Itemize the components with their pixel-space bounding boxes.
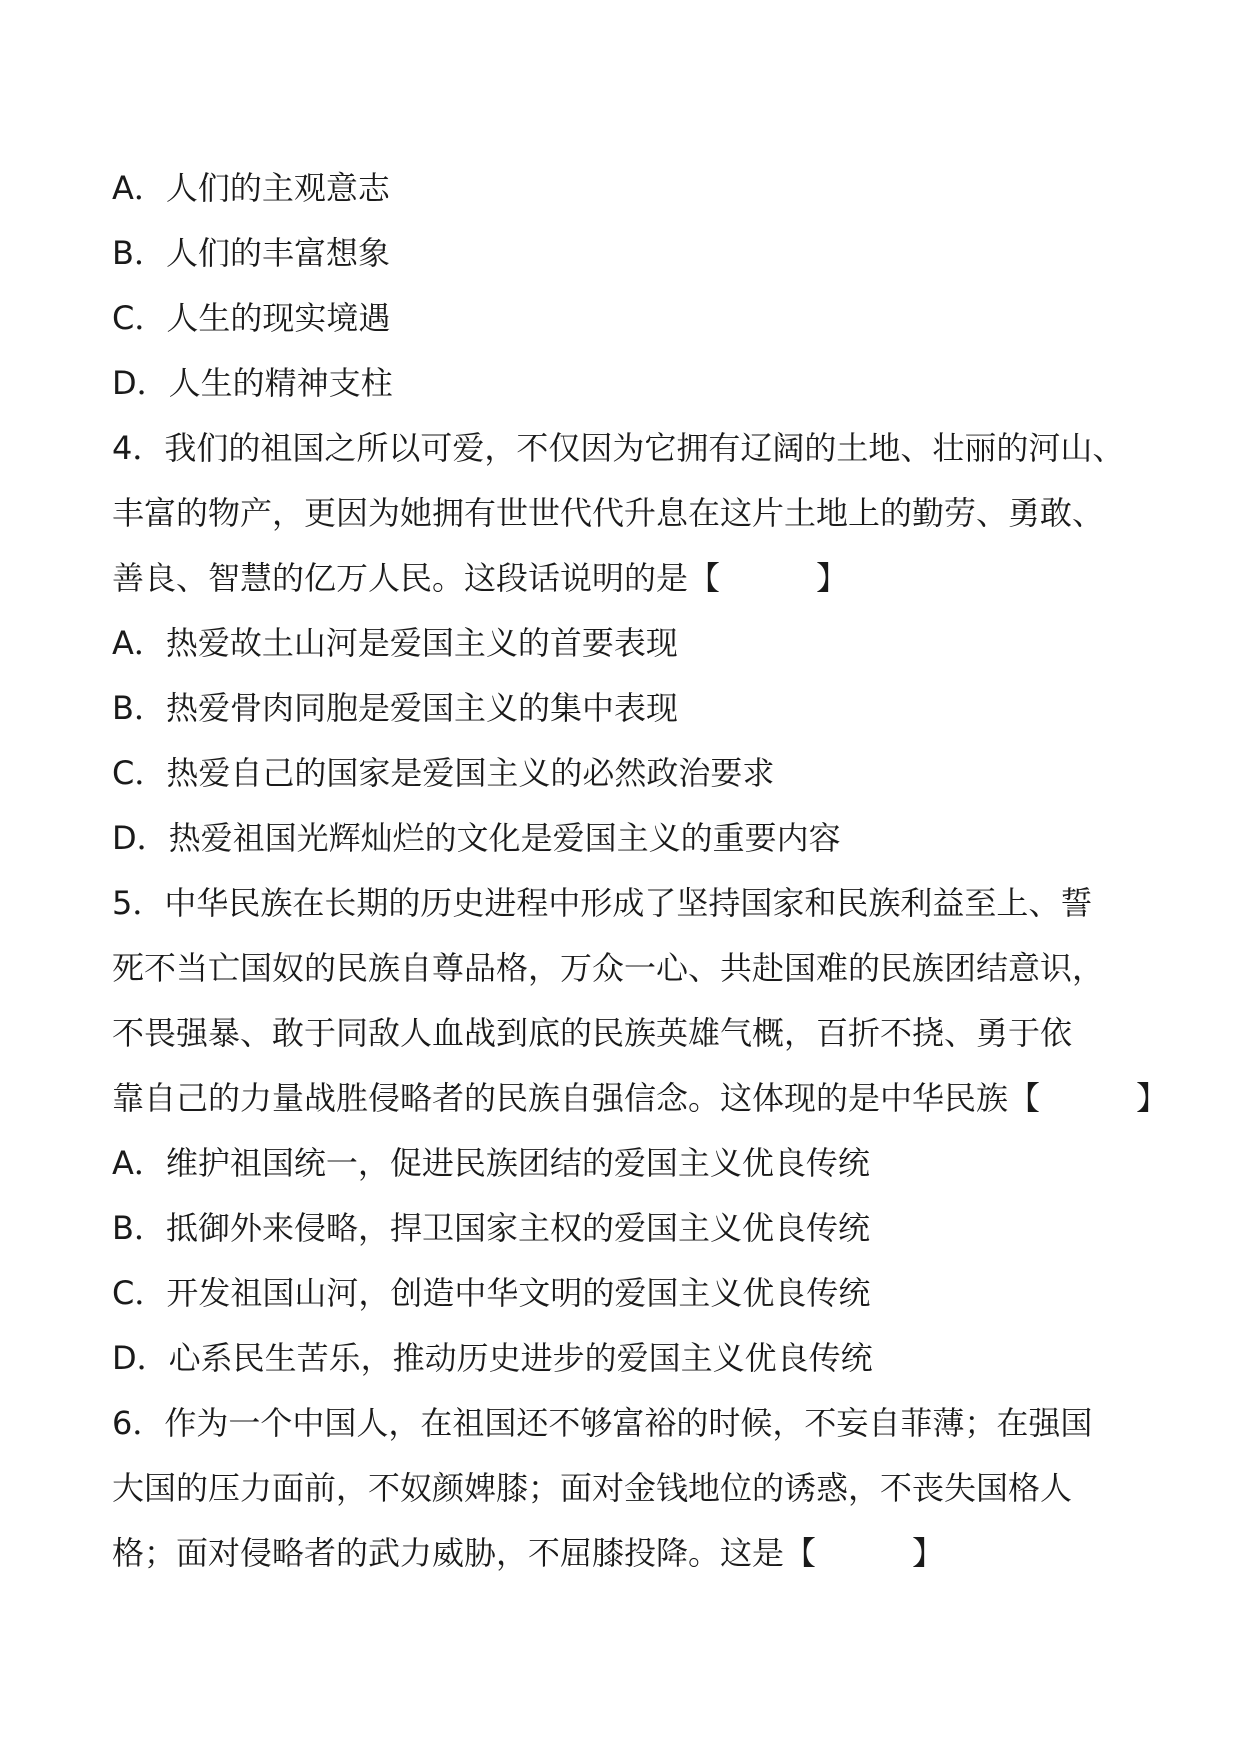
- question-5: [112, 871, 1192, 1391]
- option-b: B．抵御外来侵略，捍卫国家主权的爱国主义优良传统: [112, 1209, 870, 1247]
- option-c: C．人生的现实境遇: [112, 299, 391, 337]
- option-a: A．维护祖国统一，促进民族团结的爱国主义优良传统: [112, 1144, 870, 1182]
- question-text-line: 善良、智慧的亿万人民。这段话说明的是【 】: [112, 559, 849, 597]
- option-a: A．热爱故土山河是爱国主义的首要表现: [112, 624, 678, 662]
- option-a: A．人们的主观意志: [112, 169, 390, 207]
- option-c: C．开发祖国山河，创造中华文明的爱国主义优良传统: [112, 1274, 871, 1312]
- option-d: D．心系民生苦乐，推动历史进步的爱国主义优良传统: [112, 1339, 873, 1377]
- question-text-line: 死不当亡国奴的民族自尊品格，万众一心、共赴国难的民族团结意识，: [112, 949, 1105, 987]
- question-text-line: 4．我们的祖国之所以可爱，不仅因为它拥有辽阔的土地、壮丽的河山、: [112, 429, 1125, 467]
- question-6: [112, 1391, 1192, 1586]
- question-text-line: 5．中华民族在长期的历史进程中形成了坚持国家和民族利益至上、誓: [112, 884, 1093, 922]
- option-c: C．热爱自己的国家是爱国主义的必然政治要求: [112, 754, 775, 792]
- question-text-line: 靠自己的力量战胜侵略者的民族自强信念。这体现的是中华民族【 】: [112, 1079, 1169, 1117]
- option-d: D．热爱祖国光辉灿烂的文化是爱国主义的重要内容: [112, 819, 841, 857]
- option-d: D．人生的精神支柱: [112, 364, 393, 402]
- question-4: [112, 416, 1192, 871]
- question-text-line: 格；面对侵略者的武力威胁，不屈膝投降。这是【 】: [112, 1534, 945, 1572]
- question-text-line: 不畏强暴、敢于同敌人血战到底的民族英雄气概，百折不挠、勇于依: [112, 1014, 1073, 1052]
- question-text-line: 丰富的物产，更因为她拥有世世代代升息在这片土地上的勤劳、勇敢、: [112, 494, 1105, 532]
- question-text-line: 6．作为一个中国人，在祖国还不够富裕的时候，不妄自菲薄；在强国: [112, 1404, 1093, 1442]
- question-text-line: 大国的压力面前，不奴颜婢膝；面对金钱地位的诱惑，不丧失国格人: [112, 1469, 1073, 1507]
- option-b: B．人们的丰富想象: [112, 234, 390, 272]
- question-content: [112, 156, 1192, 1586]
- previous-question-options: [112, 156, 1192, 416]
- option-b: B．热爱骨肉同胞是爱国主义的集中表现: [112, 689, 678, 727]
